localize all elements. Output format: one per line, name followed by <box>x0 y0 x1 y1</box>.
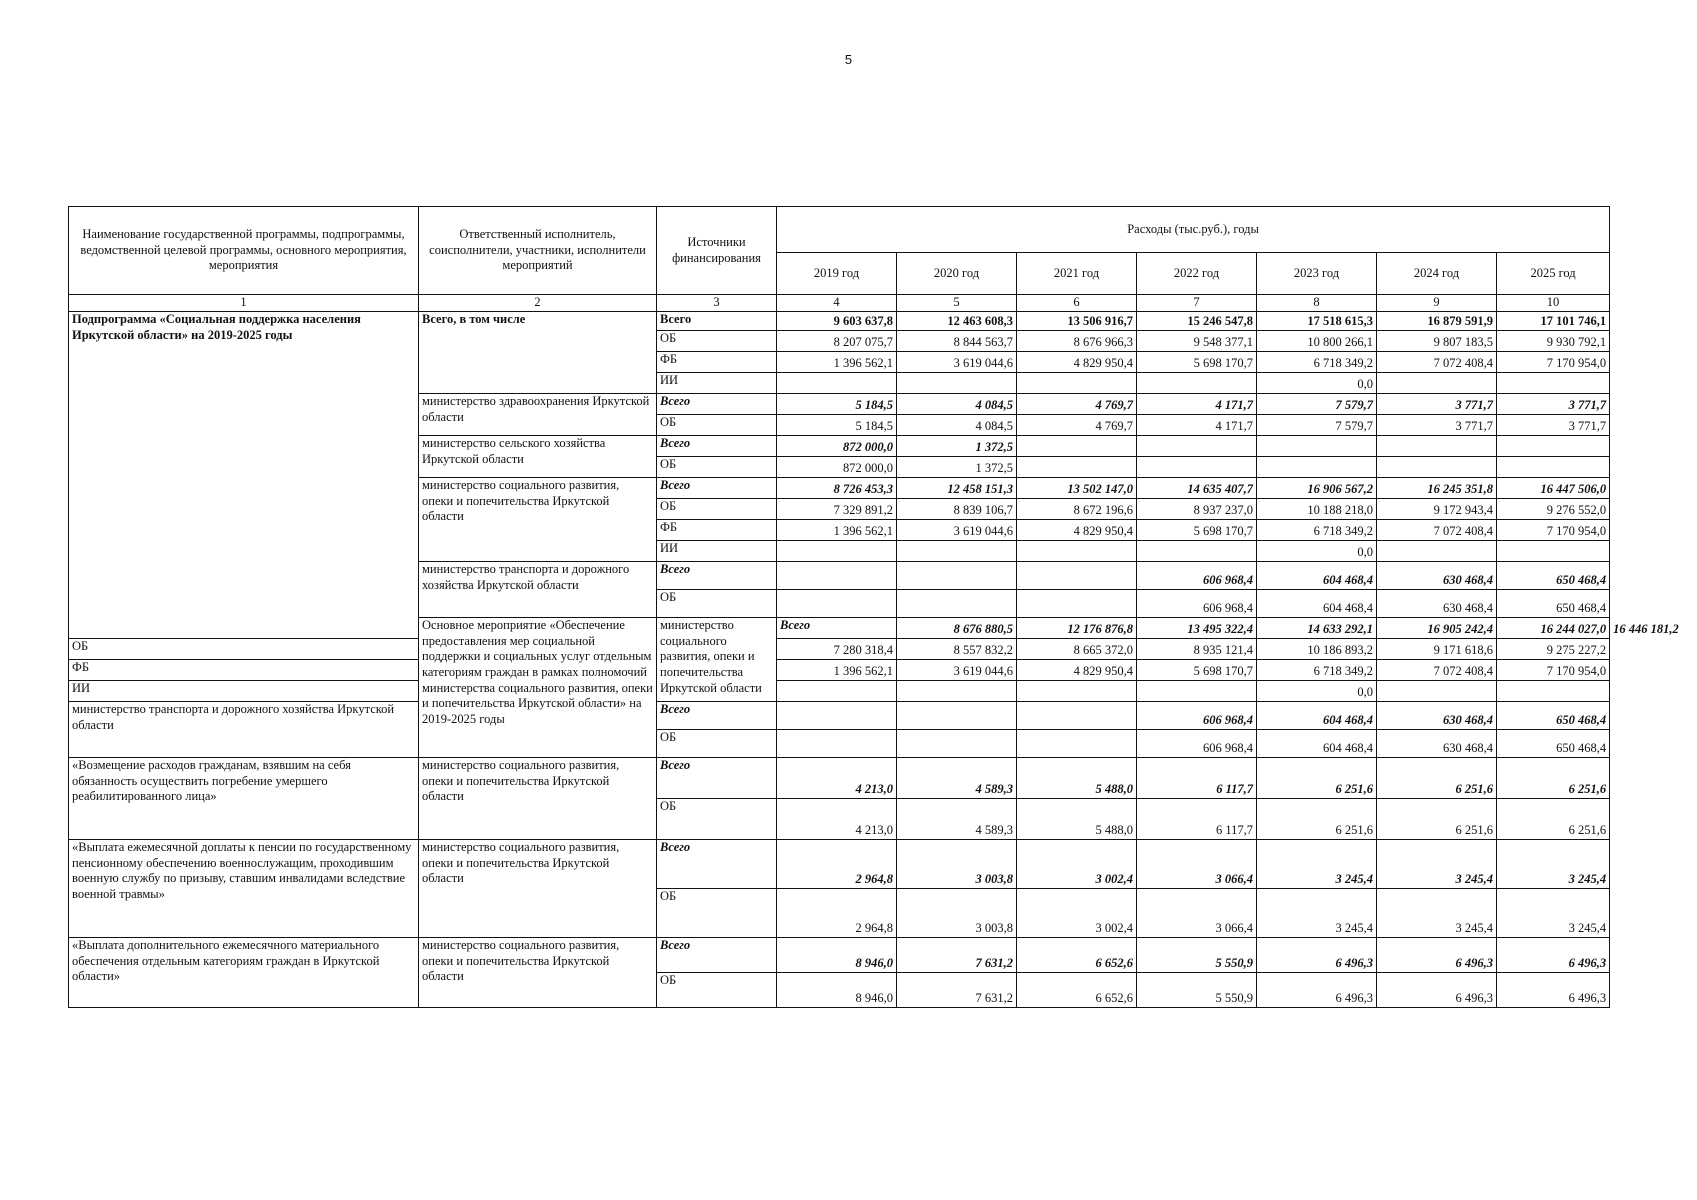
value-cell: 6 117,7 <box>1137 799 1257 840</box>
value-cell: 872 000,0 <box>777 436 897 457</box>
value-cell: 5 488,0 <box>1017 758 1137 799</box>
value-cell <box>897 590 1017 618</box>
value-cell: 3 245,4 <box>1497 840 1610 889</box>
value-cell: 9 275 227,2 <box>1497 639 1610 660</box>
value-cell <box>777 590 897 618</box>
header-year: 2019 год <box>777 253 897 295</box>
value-cell: 3 002,4 <box>1017 840 1137 889</box>
value-cell <box>1377 541 1497 562</box>
value-cell: 0,0 <box>1257 681 1377 702</box>
header-sources: Источники финансирования <box>657 207 777 295</box>
value-cell: 8 665 372,0 <box>1017 639 1137 660</box>
value-cell: 4 769,7 <box>1017 394 1137 415</box>
value-cell: 6 718 349,2 <box>1257 352 1377 373</box>
column-number: 3 <box>657 295 777 312</box>
value-cell: 12 458 151,3 <box>897 478 1017 499</box>
value-cell: 7 631,2 <box>897 973 1017 1008</box>
value-cell <box>897 702 1017 730</box>
value-cell: 4 589,3 <box>897 758 1017 799</box>
value-cell <box>1497 681 1610 702</box>
value-cell: 8 676 966,3 <box>1017 331 1137 352</box>
value-cell: 7 072 408,4 <box>1377 660 1497 681</box>
value-cell: 4 213,0 <box>777 758 897 799</box>
value-cell: 606 968,4 <box>1137 730 1257 758</box>
value-cell: 7 170 954,0 <box>1497 520 1610 541</box>
value-cell: 1 396 562,1 <box>777 660 897 681</box>
value-cell: 604 468,4 <box>1257 730 1377 758</box>
program-name: Подпрограмма «Социальная поддержка населения Иркутской области» на 2019-2025 годы <box>69 312 419 639</box>
value-cell: 606 968,4 <box>1137 590 1257 618</box>
value-cell: 1 372,5 <box>897 457 1017 478</box>
source-label: ОБ <box>657 331 777 352</box>
source-label: ОБ <box>657 415 777 436</box>
value-cell <box>897 681 1017 702</box>
value-cell: 6 117,7 <box>1137 758 1257 799</box>
header-year: 2025 год <box>1497 253 1610 295</box>
value-cell: 604 468,4 <box>1257 590 1377 618</box>
value-cell: 16 906 567,2 <box>1257 478 1377 499</box>
table-row <box>69 639 1610 660</box>
source-label: Всего <box>657 312 777 331</box>
table-row <box>69 758 1610 799</box>
value-cell: 6 251,6 <box>1377 758 1497 799</box>
value-cell: 17 518 615,3 <box>1257 312 1377 331</box>
executor-name: министерство социального развития, опеки и попечительства Иркутской области <box>419 478 657 562</box>
value-cell: 5 184,5 <box>777 394 897 415</box>
value-cell: 8 946,0 <box>777 938 897 973</box>
value-cell <box>1017 562 1137 590</box>
value-cell <box>1497 436 1610 457</box>
value-cell: 630 468,4 <box>1377 702 1497 730</box>
table-row <box>69 938 1610 973</box>
value-cell <box>777 541 897 562</box>
value-cell: 5 698 170,7 <box>1137 660 1257 681</box>
value-cell: 6 496,3 <box>1257 973 1377 1008</box>
value-cell: 604 468,4 <box>1257 562 1377 590</box>
value-cell <box>897 373 1017 394</box>
value-cell <box>897 562 1017 590</box>
source-label: Всего <box>657 840 777 889</box>
value-cell: 3 245,4 <box>1257 889 1377 938</box>
value-cell: 16 879 591,9 <box>1377 312 1497 331</box>
source-label: Всего <box>657 394 777 415</box>
source-label: ФБ <box>657 520 777 541</box>
value-cell: 3 619 044,6 <box>897 352 1017 373</box>
value-cell: 6 496,3 <box>1377 938 1497 973</box>
source-label: ОБ <box>69 639 419 660</box>
value-cell <box>1017 702 1137 730</box>
value-cell <box>1017 457 1137 478</box>
source-label: ОБ <box>657 889 777 938</box>
value-cell: 6 718 349,2 <box>1257 660 1377 681</box>
column-number: 7 <box>1137 295 1257 312</box>
value-cell: 5 550,9 <box>1137 938 1257 973</box>
value-cell: 9 548 377,1 <box>1137 331 1257 352</box>
value-cell: 9 276 552,0 <box>1497 499 1610 520</box>
value-cell: 9 603 637,8 <box>777 312 897 331</box>
value-cell <box>1137 681 1257 702</box>
column-number: 4 <box>777 295 897 312</box>
value-cell: 3 771,7 <box>1377 415 1497 436</box>
value-cell: 7 631,2 <box>897 938 1017 973</box>
activity-name: Основное мероприятие «Обеспечение предоставления мер социальной поддержки и социальных услуг отдельным категориям граждан в рамках полномочий министерства социального развития, опеки и попечительства Иркутской области» на 2019-2025 годы <box>419 618 657 758</box>
source-label: Всего <box>657 478 777 499</box>
value-cell: 9 172 943,4 <box>1377 499 1497 520</box>
value-cell <box>1017 436 1137 457</box>
value-cell <box>1377 373 1497 394</box>
value-cell: 8 946,0 <box>777 973 897 1008</box>
value-cell: 6 496,3 <box>1377 973 1497 1008</box>
value-cell: 3 245,4 <box>1377 840 1497 889</box>
value-cell: 8 935 121,4 <box>1137 639 1257 660</box>
source-label: ИИ <box>69 681 419 702</box>
source-label: Всего <box>657 938 777 973</box>
value-cell: 872 000,0 <box>777 457 897 478</box>
value-cell: 7 072 408,4 <box>1377 352 1497 373</box>
value-cell <box>777 702 897 730</box>
column-number: 2 <box>419 295 657 312</box>
value-cell: 1 396 562,1 <box>777 520 897 541</box>
table-row <box>69 702 1610 730</box>
header-year: 2022 год <box>1137 253 1257 295</box>
column-number: 5 <box>897 295 1017 312</box>
value-cell: 630 468,4 <box>1377 562 1497 590</box>
source-label: Всего <box>657 702 777 730</box>
value-cell: 8 207 075,7 <box>777 331 897 352</box>
source-label: ИИ <box>657 373 777 394</box>
value-cell: 13 502 147,0 <box>1017 478 1137 499</box>
value-cell: 1 372,5 <box>897 436 1017 457</box>
value-cell: 650 468,4 <box>1497 730 1610 758</box>
value-cell: 6 496,3 <box>1497 973 1610 1008</box>
source-label: ФБ <box>69 660 419 681</box>
value-cell: 14 633 292,1 <box>1257 618 1377 639</box>
value-cell: 3 771,7 <box>1377 394 1497 415</box>
value-cell: 4 589,3 <box>897 799 1017 840</box>
value-cell: 3 066,4 <box>1137 840 1257 889</box>
value-cell <box>1257 436 1377 457</box>
column-number: 8 <box>1257 295 1377 312</box>
value-cell: 4 171,7 <box>1137 394 1257 415</box>
page-number: 5 <box>844 52 853 67</box>
value-cell: 650 468,4 <box>1497 590 1610 618</box>
table-row <box>69 660 1610 681</box>
value-cell <box>1017 590 1137 618</box>
value-cell: 9 930 792,1 <box>1497 331 1610 352</box>
value-cell: 7 170 954,0 <box>1497 660 1610 681</box>
value-cell: 7 072 408,4 <box>1377 520 1497 541</box>
value-cell <box>1257 457 1377 478</box>
executor-name: министерство транспорта и дорожного хозяйства Иркутской области <box>69 702 419 758</box>
value-cell: 6 652,6 <box>1017 973 1137 1008</box>
value-cell: 1 396 562,1 <box>777 352 897 373</box>
value-cell: 13 495 322,4 <box>1137 618 1257 639</box>
source-label: ФБ <box>657 352 777 373</box>
value-cell <box>897 730 1017 758</box>
value-cell: 16 905 242,4 <box>1377 618 1497 639</box>
value-cell: 6 251,6 <box>1257 799 1377 840</box>
value-cell: 5 698 170,7 <box>1137 352 1257 373</box>
value-cell <box>1377 436 1497 457</box>
value-cell: 4 084,5 <box>897 415 1017 436</box>
value-cell: 12 176 876,8 <box>1017 618 1137 639</box>
value-cell: 6 718 349,2 <box>1257 520 1377 541</box>
value-cell: 6 251,6 <box>1497 758 1610 799</box>
value-cell: 6 652,6 <box>1017 938 1137 973</box>
column-numbers-row <box>69 295 1610 312</box>
executor-name: министерство социального развития, опеки и попечительства Иркутской области <box>419 938 657 1008</box>
header-year: 2024 год <box>1377 253 1497 295</box>
value-cell: 13 506 916,7 <box>1017 312 1137 331</box>
value-cell: 604 468,4 <box>1257 702 1377 730</box>
value-cell: 3 619 044,6 <box>897 520 1017 541</box>
value-cell: 5 184,5 <box>777 415 897 436</box>
table-row <box>69 840 1610 889</box>
value-cell: 5 550,9 <box>1137 973 1257 1008</box>
source-label: ИИ <box>657 541 777 562</box>
value-cell: 16 245 351,8 <box>1377 478 1497 499</box>
value-cell: 3 771,7 <box>1497 415 1610 436</box>
value-cell: 15 246 547,8 <box>1137 312 1257 331</box>
value-cell: 5 698 170,7 <box>1137 520 1257 541</box>
value-cell: 8 672 196,6 <box>1017 499 1137 520</box>
value-cell: 5 488,0 <box>1017 799 1137 840</box>
value-cell: 6 251,6 <box>1257 758 1377 799</box>
source-label: ОБ <box>657 730 777 758</box>
value-cell <box>1017 541 1137 562</box>
value-cell: 6 496,3 <box>1257 938 1377 973</box>
value-cell: 16 447 506,0 <box>1497 478 1610 499</box>
executor-name: министерство транспорта и дорожного хозяйства Иркутской области <box>419 562 657 618</box>
value-cell: 8 676 880,5 <box>897 618 1017 639</box>
header-year: 2021 год <box>1017 253 1137 295</box>
value-cell: 4 213,0 <box>777 799 897 840</box>
value-cell: 6 496,3 <box>1497 938 1610 973</box>
executor-name: министерство социального развития, опеки и попечительства Иркутской области <box>419 840 657 938</box>
value-cell: 2 964,8 <box>777 889 897 938</box>
value-cell: 630 468,4 <box>1377 730 1497 758</box>
executor-name: министерство социального развития, опеки и попечительства Иркутской области <box>657 618 777 702</box>
source-label: ОБ <box>657 499 777 520</box>
value-cell: 7 170 954,0 <box>1497 352 1610 373</box>
header-year: 2020 год <box>897 253 1017 295</box>
source-label: Всего <box>657 436 777 457</box>
value-cell: 8 726 453,3 <box>777 478 897 499</box>
value-cell: 10 186 893,2 <box>1257 639 1377 660</box>
source-label: ОБ <box>657 590 777 618</box>
value-cell: 650 468,4 <box>1497 562 1610 590</box>
value-cell: 9 807 183,5 <box>1377 331 1497 352</box>
source-label: ОБ <box>657 457 777 478</box>
value-cell: 2 964,8 <box>777 840 897 889</box>
value-cell: 630 468,4 <box>1377 590 1497 618</box>
executor-name: Всего, в том числе <box>419 312 657 394</box>
source-label: Всего <box>657 562 777 590</box>
column-number: 9 <box>1377 295 1497 312</box>
value-cell: 6 251,6 <box>1497 799 1610 840</box>
source-label: Всего <box>657 758 777 799</box>
value-cell <box>1017 373 1137 394</box>
value-cell: 7 579,7 <box>1257 415 1377 436</box>
table-row <box>69 681 1610 702</box>
value-cell <box>1377 681 1497 702</box>
executor-name: министерство социального развития, опеки и попечительства Иркутской области <box>419 758 657 840</box>
header-expenses: Расходы (тыс.руб.), годы <box>777 207 1610 253</box>
header-name: Наименование государственной программы, подпрограммы, ведомственной целевой программы, основного мероприятия, мероприятия <box>69 207 419 295</box>
budget-table <box>68 206 1679 1008</box>
value-cell: 0,0 <box>1257 541 1377 562</box>
value-cell: 12 463 608,3 <box>897 312 1017 331</box>
value-cell: 17 101 746,1 <box>1497 312 1610 331</box>
value-cell: 6 251,6 <box>1377 799 1497 840</box>
value-cell: 7 280 318,4 <box>777 639 897 660</box>
value-cell: 4 171,7 <box>1137 415 1257 436</box>
value-cell: 8 937 237,0 <box>1137 499 1257 520</box>
source-label: Всего <box>777 618 897 639</box>
source-label: ОБ <box>657 799 777 840</box>
value-cell: 3 002,4 <box>1017 889 1137 938</box>
value-cell <box>1377 457 1497 478</box>
activity-name: «Возмещение расходов гражданам, взявшим на себя обязанность осуществить погребение умершего реабилитированного лица» <box>69 758 419 840</box>
value-cell <box>1137 457 1257 478</box>
value-cell <box>777 562 897 590</box>
value-cell: 606 968,4 <box>1137 562 1257 590</box>
value-cell <box>1497 457 1610 478</box>
table-row: Основное мероприятие «Обеспечение предоставления мер социальной поддержки и социальных услуг отдельным категориям граждан в рамках полномочий министерства социального развития, опеки и попечительства Иркутской области» на 2019-2025 годы министерство социального развития, опеки и попечительства Иркутской области Всего 8 676 880,5 12 176 876,8 13 495 322,4 14 633 292,1 16 905 242,4 16 244 027,0 16 446 181,2 <box>69 618 1610 639</box>
value-cell <box>1497 541 1610 562</box>
value-cell <box>1017 730 1137 758</box>
value-cell: 4 829 950,4 <box>1017 660 1137 681</box>
value-cell: 8 839 106,7 <box>897 499 1017 520</box>
executor-name: министерство сельского хозяйства Иркутской области <box>419 436 657 478</box>
value-cell: 14 635 407,7 <box>1137 478 1257 499</box>
executor-name: министерство здравоохранения Иркутской области <box>419 394 657 436</box>
value-cell: 3 003,8 <box>897 840 1017 889</box>
value-cell: 7 579,7 <box>1257 394 1377 415</box>
value-cell: 606 968,4 <box>1137 702 1257 730</box>
value-cell <box>777 373 897 394</box>
value-cell <box>1497 373 1610 394</box>
value-cell <box>1137 436 1257 457</box>
value-cell: 0,0 <box>1257 373 1377 394</box>
value-cell <box>777 681 897 702</box>
header-year: 2023 год <box>1257 253 1377 295</box>
value-cell: 10 800 266,1 <box>1257 331 1377 352</box>
value-cell: 10 188 218,0 <box>1257 499 1377 520</box>
column-number: 6 <box>1017 295 1137 312</box>
value-cell: 7 329 891,2 <box>777 499 897 520</box>
value-cell: 8 844 563,7 <box>897 331 1017 352</box>
value-cell: 3 245,4 <box>1497 889 1610 938</box>
column-number: 10 <box>1497 295 1610 312</box>
header-executor: Ответственный исполнитель, соисполнители, участники, исполнители мероприятий <box>419 207 657 295</box>
value-cell: 16 244 027,0 <box>1497 618 1610 639</box>
value-cell <box>1137 373 1257 394</box>
activity-name: «Выплата дополнительного ежемесячного материального обеспечения отдельным категориям граждан в Иркутской области» <box>69 938 419 1008</box>
value-cell: 4 769,7 <box>1017 415 1137 436</box>
value-cell: 3 066,4 <box>1137 889 1257 938</box>
value-cell: 3 245,4 <box>1257 840 1377 889</box>
column-number: 1 <box>69 295 419 312</box>
value-cell: 8 557 832,2 <box>897 639 1017 660</box>
value-cell: 4 084,5 <box>897 394 1017 415</box>
value-cell: 4 829 950,4 <box>1017 352 1137 373</box>
table-row <box>69 312 1610 331</box>
source-label: ОБ <box>657 973 777 1008</box>
activity-name: «Выплата ежемесячной доплаты к пенсии по государственному пенсионному обеспечению военнослужащим, проходившим военную службу по призыву, ставшим инвалидами вследствие военной травмы» <box>69 840 419 938</box>
value-cell: 3 245,4 <box>1377 889 1497 938</box>
value-cell <box>777 730 897 758</box>
value-cell: 3 619 044,6 <box>897 660 1017 681</box>
value-cell: 9 171 618,6 <box>1377 639 1497 660</box>
value-cell <box>1017 681 1137 702</box>
value-cell: 650 468,4 <box>1497 702 1610 730</box>
value-cell <box>897 541 1017 562</box>
value-cell: 3 003,8 <box>897 889 1017 938</box>
value-cell <box>1137 541 1257 562</box>
value-cell: 3 771,7 <box>1497 394 1610 415</box>
value-cell: 4 829 950,4 <box>1017 520 1137 541</box>
